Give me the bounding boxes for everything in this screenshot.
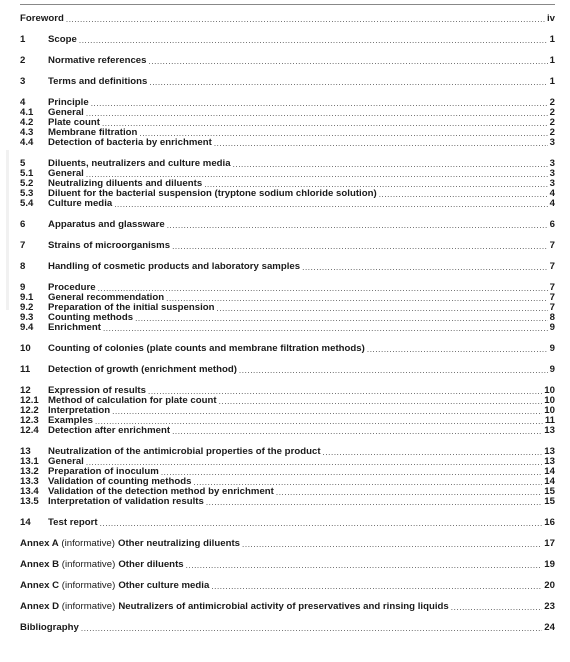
- toc-leader-dots: [206, 498, 542, 507]
- toc-annex-entry[interactable]: [20, 581, 555, 591]
- toc-entry-number: 13.3: [20, 476, 39, 487]
- toc-entry-title: Diluent for the bacterial suspension (tryptone sodium chloride solution): [48, 188, 377, 199]
- toc-entry-title: Diluents, neutralizers and culture media: [48, 158, 231, 169]
- toc-entry-page: 11: [544, 415, 555, 426]
- toc-entry-number: 9.1: [20, 292, 34, 303]
- toc-leader-dots: [86, 109, 548, 118]
- toc-entry-number: 13.2: [20, 466, 39, 477]
- toc-entry-page: 9: [549, 364, 555, 375]
- toc-entry-page: 1: [549, 34, 555, 45]
- toc-entry[interactable]: [20, 159, 555, 169]
- toc-annex-entry[interactable]: [20, 560, 555, 570]
- toc-leader-dots: [149, 78, 547, 87]
- annex-title: Other neutralizing diluents: [117, 538, 241, 549]
- toc-entry[interactable]: [20, 14, 555, 24]
- toc-entry-title: Neutralization of the antimicrobial properties of the product: [48, 446, 321, 457]
- toc-leader-dots: [276, 488, 542, 497]
- toc-leader-dots: [217, 304, 548, 313]
- toc-entry-number: 10: [20, 343, 31, 354]
- toc-entry-number: 2: [20, 55, 26, 66]
- toc-entry-number: 7: [20, 240, 26, 251]
- annex-informative-note: (informative): [61, 559, 116, 570]
- toc-entry-title: Procedure: [48, 282, 96, 293]
- side-watermark: [2, 150, 14, 310]
- toc-entry-number: 13.1: [20, 456, 39, 467]
- toc-entry-title: Expression of results: [48, 385, 146, 396]
- toc-leader-dots: [100, 519, 543, 528]
- toc-leader-dots: [379, 190, 548, 199]
- toc-leader-dots: [451, 603, 543, 612]
- toc-entry-number: 9: [20, 282, 26, 293]
- toc-entry-page: 2: [549, 127, 555, 138]
- toc-leader-dots: [239, 366, 548, 375]
- toc-entry-page: 13: [544, 446, 555, 457]
- toc-entry-title: Enrichment: [48, 322, 101, 333]
- toc-entry-page: 3: [549, 158, 555, 169]
- toc-entry-page: 15: [544, 486, 555, 497]
- toc-entry-page: 7: [549, 282, 555, 293]
- toc-entry-page: 7: [549, 240, 555, 251]
- toc-entry-page: 13: [544, 456, 555, 467]
- toc-leader-dots: [172, 427, 542, 436]
- toc-leader-dots: [186, 561, 543, 570]
- top-rule: [20, 4, 555, 5]
- toc-leader-dots: [242, 540, 542, 549]
- toc-entry-number: 5: [20, 158, 26, 169]
- toc-entry-title: Validation of counting methods: [48, 476, 192, 487]
- toc-entry[interactable]: [20, 447, 555, 457]
- toc-entry[interactable]: [20, 77, 555, 87]
- toc-entry-number: 12: [20, 385, 31, 396]
- toc-leader-dots: [81, 624, 542, 633]
- toc-entry[interactable]: [20, 35, 555, 45]
- toc-entry-title: Preparation of inoculum: [48, 466, 159, 477]
- toc-entry-page: 3: [549, 178, 555, 189]
- toc-leader-dots: [103, 324, 548, 333]
- toc-entry-number: 4: [20, 97, 26, 108]
- toc-entry[interactable]: [20, 262, 555, 272]
- toc-entry-page: 19: [544, 559, 555, 570]
- toc-entry[interactable]: [20, 426, 555, 436]
- annex-label: Annex B: [20, 559, 60, 570]
- toc-entry-title: Counting methods: [48, 312, 134, 323]
- toc-entry[interactable]: [20, 56, 555, 66]
- toc-entry-number: 1: [20, 34, 26, 45]
- toc-entry[interactable]: [20, 518, 555, 528]
- toc-entry-page: 2: [549, 97, 555, 108]
- annex-label: Annex A: [20, 538, 59, 549]
- toc-entry-title: Strains of microorganisms: [48, 240, 171, 251]
- toc-entry-page: 10: [544, 395, 555, 406]
- toc-entry-number: 12.2: [20, 405, 39, 416]
- toc-entry-title: Terms and definitions: [48, 76, 148, 87]
- toc-leader-dots: [214, 139, 548, 148]
- toc-entry-page: 14: [544, 476, 555, 487]
- toc-entry-page: 15: [544, 496, 555, 507]
- toc-entry-page: 23: [544, 601, 555, 612]
- toc-entry-page: 1: [549, 76, 555, 87]
- toc-entry-title: Foreword: [20, 13, 64, 24]
- toc-entry-title: Detection of growth (enrichment method): [48, 364, 237, 375]
- toc-entry-page: 24: [544, 622, 555, 633]
- toc-leader-dots: [211, 582, 542, 591]
- toc-leader-dots: [166, 294, 548, 303]
- toc-entry-number: 11: [20, 364, 31, 375]
- toc-entry-title: Test report: [48, 517, 98, 528]
- toc-entry-title: General: [48, 168, 84, 179]
- toc-entry-title: General recommendation: [48, 292, 165, 303]
- toc-entry-number: 4.1: [20, 107, 34, 118]
- toc-entry-number: 8: [20, 261, 26, 272]
- toc-leader-dots: [167, 221, 548, 230]
- toc-annex-entry[interactable]: [20, 602, 555, 612]
- toc-entry-page: 7: [549, 292, 555, 303]
- toc-entry-number: 14: [20, 517, 31, 528]
- toc-entry[interactable]: [20, 108, 555, 118]
- toc-entry-title: Detection of bacteria by enrichment: [48, 137, 212, 148]
- toc-entry-page: 6: [549, 219, 555, 230]
- toc-entry-title: Membrane filtration: [48, 127, 138, 138]
- toc-entry-title: Neutralizing diluents and diluents: [48, 178, 203, 189]
- toc-entry[interactable]: [20, 220, 555, 230]
- toc-annex-entry[interactable]: [20, 539, 555, 549]
- toc-leader-dots: [367, 345, 548, 354]
- toc-entry-title: Interpretation: [48, 405, 111, 416]
- toc-entry-number: 6: [20, 219, 26, 230]
- toc-entry-page: 10: [544, 405, 555, 416]
- toc-entry-page: 3: [549, 168, 555, 179]
- toc-spacer: [20, 87, 555, 98]
- toc-entry-title: Culture media: [48, 198, 113, 209]
- toc-leader-dots: [219, 397, 543, 406]
- toc-entry-number: 9.2: [20, 302, 34, 313]
- toc-leader-dots: [323, 448, 543, 457]
- toc-entry-title: General: [48, 107, 84, 118]
- annex-informative-note: (informative): [61, 601, 116, 612]
- toc-leader-dots: [172, 242, 548, 251]
- toc-entry[interactable]: [20, 406, 555, 416]
- toc-entry[interactable]: [20, 323, 555, 333]
- toc-entry-page: 10: [544, 385, 555, 396]
- toc-leader-dots: [91, 99, 548, 108]
- toc-entry-title: Apparatus and glassware: [48, 219, 165, 230]
- table-of-contents: [20, 14, 555, 633]
- toc-bibliography-entry[interactable]: [20, 623, 555, 633]
- toc-entry-title: Detection after enrichment: [48, 425, 171, 436]
- toc-leader-dots: [114, 200, 547, 209]
- toc-entry-page: 4: [549, 198, 555, 209]
- toc-leader-dots: [161, 468, 542, 477]
- annex-label: Annex C: [20, 580, 60, 591]
- toc-entry-title: Preparation of the initial suspension: [48, 302, 215, 313]
- toc-entry-number: 9.3: [20, 312, 34, 323]
- toc-entry-page: iv: [546, 13, 555, 24]
- toc-entry-page: 9: [549, 343, 555, 354]
- toc-entry-page: 2: [549, 107, 555, 118]
- toc-entry[interactable]: [20, 199, 555, 209]
- toc-entry-title: Principle: [48, 97, 89, 108]
- toc-entry-title: Handling of cosmetic products and laboratory samples: [48, 261, 301, 272]
- toc-leader-dots: [149, 57, 548, 66]
- toc-entry-number: 12.1: [20, 395, 39, 406]
- toc-entry-number: 5.3: [20, 188, 34, 199]
- toc-entry-title: Plate count: [48, 117, 100, 128]
- toc-entry-page: 14: [544, 466, 555, 477]
- toc-spacer: [20, 612, 555, 623]
- toc-entry-title: General: [48, 456, 84, 467]
- toc-leader-dots: [302, 263, 548, 272]
- toc-entry-page: 13: [544, 425, 555, 436]
- annex-title: Other culture media: [118, 580, 210, 591]
- toc-entry-page: 2: [549, 117, 555, 128]
- toc-entry-page: 20: [544, 580, 555, 591]
- toc-entry-number: 13.4: [20, 486, 39, 497]
- toc-entry-number: 13.5: [20, 496, 39, 507]
- toc-spacer: [20, 272, 555, 283]
- toc-entry-title: Validation of the detection method by enrichment: [48, 486, 274, 497]
- toc-entry-number: 13: [20, 446, 31, 457]
- toc-entry[interactable]: [20, 98, 555, 108]
- toc-spacer: [20, 507, 555, 518]
- toc-entry-number: 5.2: [20, 178, 34, 189]
- annex-title: Other diluents: [118, 559, 184, 570]
- toc-entry-page: 8: [549, 312, 555, 323]
- toc-leader-dots: [233, 160, 548, 169]
- toc-spacer: [20, 24, 555, 35]
- toc-entry-page: 7: [549, 302, 555, 313]
- toc-entry[interactable]: [20, 138, 555, 148]
- toc-entry-title: Examples: [48, 415, 93, 426]
- toc-leader-dots: [66, 15, 545, 24]
- toc-entry-number: 4.4: [20, 137, 34, 148]
- toc-entry[interactable]: [20, 365, 555, 375]
- toc-leader-dots: [135, 314, 548, 323]
- toc-entry-number: 12.4: [20, 425, 39, 436]
- toc-entry-page: 7: [549, 261, 555, 272]
- toc-entry-number: 4.2: [20, 117, 34, 128]
- toc-entry-number: 5.1: [20, 168, 34, 179]
- toc-entry-page: 4: [549, 188, 555, 199]
- toc-leader-dots: [102, 119, 548, 128]
- toc-entry-number: 12.3: [20, 415, 39, 426]
- toc-entry-title: Method of calculation for plate count: [48, 395, 217, 406]
- toc-leader-dots: [112, 407, 542, 416]
- annex-informative-note: (informative): [61, 580, 116, 591]
- toc-entry[interactable]: [20, 241, 555, 251]
- toc-entry-title: Scope: [48, 34, 77, 45]
- toc-entry-page: 16: [544, 517, 555, 528]
- toc-entry-number: 3: [20, 76, 26, 87]
- toc-leader-dots: [79, 36, 548, 45]
- toc-entry-number: 5.4: [20, 198, 34, 209]
- toc-entry-number: 9.4: [20, 322, 34, 333]
- annex-label: Annex D: [20, 601, 60, 612]
- toc-leader-dots: [98, 284, 548, 293]
- toc-entry-page: 3: [549, 137, 555, 148]
- toc-entry-title: Counting of colonies (plate counts and membrane filtration methods): [48, 343, 365, 354]
- toc-entry[interactable]: [20, 344, 555, 354]
- toc-entry-title: Normative references: [48, 55, 147, 66]
- bibliography-title: Bibliography: [20, 622, 79, 633]
- toc-entry-page: 17: [544, 538, 555, 549]
- toc-entry[interactable]: [20, 497, 555, 507]
- annex-informative-note: (informative): [61, 538, 115, 549]
- toc-entry-page: 1: [549, 55, 555, 66]
- toc-entry-number: 4.3: [20, 127, 34, 138]
- toc-entry-page: 9: [549, 322, 555, 333]
- toc-entry-title: Interpretation of validation results: [48, 496, 204, 507]
- annex-title: Neutralizers of antimicrobial activity of preservatives and rinsing liquids: [118, 601, 449, 612]
